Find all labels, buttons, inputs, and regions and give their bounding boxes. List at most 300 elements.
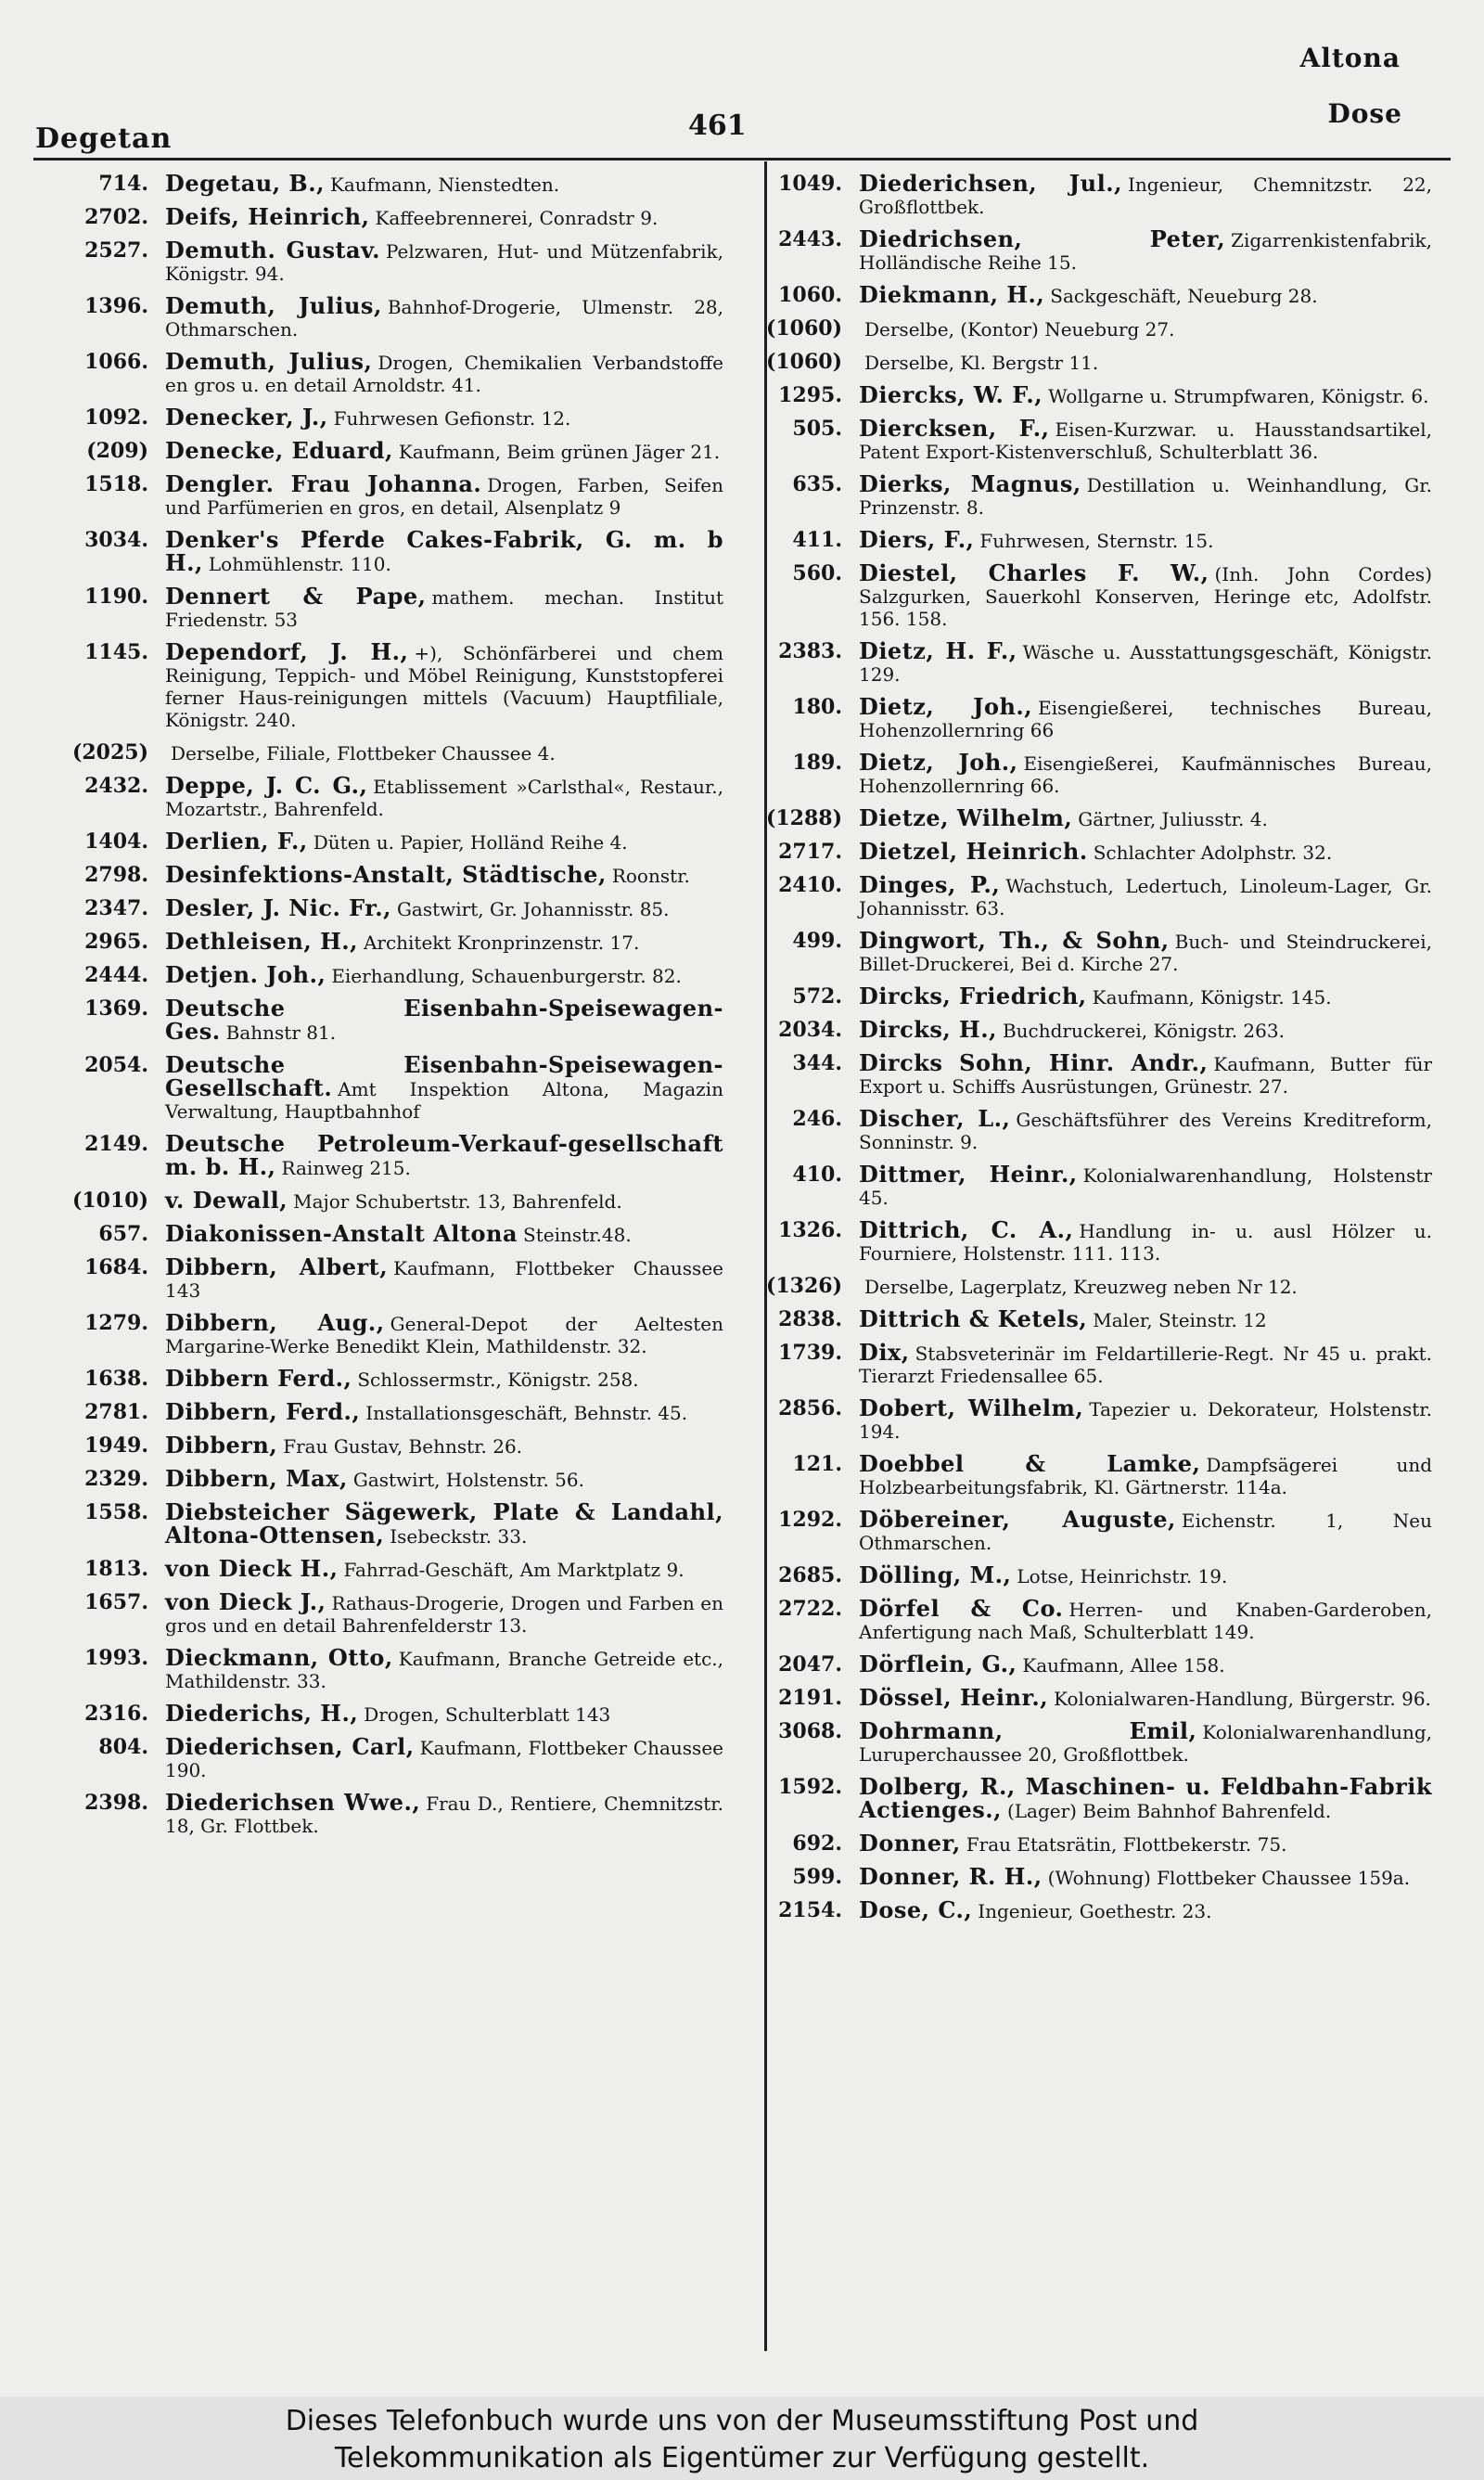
- entry-details: Derselbe, Kl. Bergstr 11.: [864, 352, 1099, 374]
- phone-number: 411.: [792, 528, 842, 552]
- entry-name: Donner, R. H.,: [859, 1863, 1043, 1890]
- footer-line-1: Dieses Telefonbuch wurde uns von der Museumsstiftung Post und: [285, 2405, 1199, 2437]
- phone-number: 1739.: [778, 1341, 842, 1365]
- phone-number: 1592.: [778, 1775, 842, 1799]
- entry-details: Geschäftsführer des Vereins Kreditreform, Sonninstr. 9.: [859, 1109, 1432, 1153]
- directory-entry: [753, 470, 1432, 519]
- entry-details: Dampfsägerei und Holzbearbeitungsfabrik, Kl. Gärtnerstr. 114a.: [859, 1454, 1432, 1498]
- entry-text: [165, 1434, 723, 1458]
- phone-number: 246.: [792, 1107, 842, 1131]
- entry-name: Dössel, Heinr.,: [859, 1684, 1049, 1711]
- entry-details: (Inh. John Cordes) Salzgurken, Sauerkohl Konserven, Heringe etc, Adolfstr. 156. 158.: [859, 563, 1432, 630]
- entry-text: [859, 1049, 1432, 1098]
- entry-details: Fahrrad-Geschäft, Am Marktplatz 9.: [343, 1559, 684, 1581]
- directory-entry: [753, 1163, 1432, 1209]
- entry-name: Dix,: [859, 1339, 910, 1366]
- entry-name: Deutsche Petroleum-Verkauf-gesellschaft m. b. H.,: [165, 1130, 723, 1180]
- entry-name: Dölling, M.,: [859, 1561, 1012, 1588]
- phone-number: (209): [86, 439, 148, 463]
- entry-name: Dietz, Joh.,: [859, 693, 1033, 720]
- entry-details: Gastwirt, Holstenstr. 56.: [352, 1469, 584, 1491]
- entry-details: Handlung in- u. ausl Hölzer u. Fourniere, Holstenstr. 111. 113.: [859, 1220, 1432, 1265]
- phone-number: (2025): [71, 740, 148, 765]
- entry-name: Dittrich, C. A.,: [859, 1216, 1074, 1243]
- directory-entry: [753, 1561, 1432, 1588]
- entry-name: Dircks, Friedrich,: [859, 983, 1087, 1009]
- directory-entry: [37, 1253, 723, 1302]
- entry-details: Isebeckstr. 33.: [390, 1525, 528, 1548]
- directory-entry: [37, 348, 723, 396]
- entry-details: Zigarrenkistenfabrik, Holländische Reihe 15.: [859, 229, 1432, 274]
- entry-text: [859, 1595, 1432, 1643]
- phone-number: 2702.: [84, 205, 148, 229]
- directory-entry: [37, 961, 723, 988]
- entry-text: [859, 871, 1432, 919]
- entry-details: Ingenieur, Chemnitzstr. 22, Großflottbek.: [859, 173, 1432, 218]
- directory-entry: [37, 1051, 723, 1123]
- entry-text: [165, 638, 723, 731]
- entry-details: Lotse, Heinrichstr. 19.: [1017, 1565, 1228, 1587]
- entry-name: v. Dewall,: [165, 1187, 288, 1214]
- directory-entry: [37, 638, 723, 731]
- phone-number: 1326.: [778, 1218, 842, 1242]
- phone-number: 410.: [792, 1163, 842, 1187]
- directory-entry: [753, 173, 1432, 218]
- entry-details: Kolonialwarenhandlung, Luruperchaussee 20, Großflottbek.: [859, 1721, 1432, 1766]
- entry-text: [859, 1275, 1432, 1298]
- entry-details: Rainweg 215.: [281, 1157, 411, 1179]
- header-last-entry: Dose: [1327, 98, 1402, 129]
- entry-name: Demuth, Julius,: [165, 348, 373, 375]
- phone-number: 3068.: [778, 1719, 842, 1743]
- phone-number: 1684.: [84, 1255, 148, 1279]
- entry-details: Bahnstr 81.: [225, 1022, 337, 1044]
- entry-name: Dose, C.,: [859, 1896, 973, 1923]
- entry-details: Roonstr.: [611, 865, 690, 887]
- directory-entry: [37, 1789, 723, 1837]
- phone-number: 1190.: [84, 585, 148, 609]
- entry-name: Dibbern Ferd.,: [165, 1365, 352, 1392]
- entry-details: Wachstuch, Ledertuch, Linoleum-Lager, Gr. Johannisstr. 63.: [859, 875, 1432, 919]
- entry-text: [165, 585, 723, 631]
- directory-entry: [37, 173, 723, 196]
- directory-entry: [753, 1717, 1432, 1766]
- directory-entry: [37, 830, 723, 854]
- entry-name: Diekmann, H.,: [859, 281, 1045, 308]
- entry-text: [859, 470, 1432, 519]
- directory-entry: [37, 894, 723, 921]
- entry-name: Dibbern, Ferd.,: [165, 1398, 361, 1425]
- entry-name: Dierks, Magnus,: [859, 470, 1081, 497]
- entry-text: [165, 1309, 723, 1357]
- entry-details: Frau D., Rentiere, Chemnitzstr. 18, Gr. Flottbek.: [165, 1793, 723, 1837]
- entry-details: Installationsgeschäft, Behnstr. 45.: [365, 1402, 688, 1424]
- entry-text: [165, 1789, 723, 1837]
- entry-text: [859, 1016, 1432, 1043]
- entry-text: [165, 203, 723, 230]
- page-number: 461: [688, 109, 747, 142]
- entry-name: Degetau, B.,: [165, 173, 325, 197]
- directory-entry: [37, 406, 723, 430]
- entry-text: [859, 225, 1432, 274]
- entry-details: Wäsche u. Ausstattungsgeschäft, Königstr. 129.: [859, 641, 1432, 686]
- phone-number: (1060): [765, 350, 842, 374]
- phone-number: 1813.: [84, 1557, 148, 1581]
- entry-details: Herren- und Knaben-Garderoben, Anfertigung nach Maß, Schulterblatt 149.: [859, 1599, 1432, 1643]
- entry-name: Dircks, H.,: [859, 1016, 997, 1043]
- entry-name: Demuth. Gustav.: [165, 237, 380, 263]
- entry-text: [165, 1189, 723, 1213]
- directory-entry: [753, 1506, 1432, 1554]
- phone-number: 1657.: [84, 1590, 148, 1614]
- entry-text: [859, 838, 1432, 865]
- directory-entry: [37, 861, 723, 888]
- directory-entry: [37, 1398, 723, 1425]
- entry-text: [165, 830, 723, 854]
- entry-text: [165, 861, 723, 888]
- entry-text: [165, 1700, 723, 1727]
- directory-entry: [37, 585, 723, 631]
- phone-number: 2047.: [778, 1652, 842, 1677]
- entry-details: Etablissement »Carlsthal«, Restaur., Mozartstr., Bahrenfeld.: [165, 776, 723, 820]
- directory-entry: [37, 928, 723, 955]
- phone-number: 189.: [792, 751, 842, 775]
- entry-name: Donner,: [859, 1830, 961, 1857]
- entry-text: [165, 239, 723, 285]
- entry-details: Destillation u. Weinhandlung, Gr. Prinzenstr. 8.: [859, 474, 1432, 519]
- entry-text: [859, 985, 1432, 1009]
- entry-details: Fuhrwesen Gefionstr. 12.: [333, 407, 571, 430]
- directory-entry: [753, 1684, 1432, 1711]
- entry-details: Kolonialwaren-Handlung, Bürgerstr. 96.: [1054, 1688, 1431, 1710]
- entry-details: Buchdruckerei, Königstr. 263.: [1002, 1020, 1285, 1042]
- entry-text: [165, 526, 723, 576]
- entry-details: Sackgeschäft, Neueburg 28.: [1050, 285, 1318, 307]
- entry-details: Rathaus-Drogerie, Drogen und Farben en gros und en detail Bahrenfelderstr 13.: [165, 1592, 723, 1637]
- entry-text: [165, 1398, 723, 1425]
- phone-number: 2034.: [778, 1018, 842, 1042]
- entry-text: [859, 1684, 1432, 1711]
- entry-name: Diedrichsen, Peter,: [859, 225, 1226, 252]
- phone-number: 657.: [98, 1222, 148, 1246]
- directory-entry: [37, 1434, 723, 1458]
- directory-entry: [753, 415, 1432, 463]
- entry-text: [165, 961, 723, 988]
- phone-number: 1949.: [84, 1433, 148, 1458]
- entry-name: von Dieck H.,: [165, 1555, 339, 1582]
- directory-entry: [753, 1216, 1432, 1265]
- entry-name: Deutsche Eisenbahn-Speisewagen-Gesellschaft.: [165, 1051, 723, 1101]
- directory-entry: [753, 985, 1432, 1009]
- entry-details: Kaffeebrennerei, Conradstr 9.: [375, 207, 659, 229]
- entry-details: Tapezier u. Dekorateur, Holstenstr. 194.: [859, 1398, 1432, 1443]
- phone-number: 2347.: [84, 896, 148, 920]
- entry-name: Diederichsen, Carl,: [165, 1733, 415, 1760]
- entry-details: Drogen, Schulterblatt 143: [364, 1703, 611, 1726]
- entry-details: Derselbe, Filiale, Flottbeker Chaussee 4.: [171, 742, 556, 765]
- entry-name: Doebbel & Lamke,: [859, 1450, 1201, 1477]
- entry-name: Diederichs, H.,: [165, 1700, 359, 1727]
- entry-name: Denecker, J.,: [165, 404, 328, 430]
- directory-entry: [37, 470, 723, 519]
- entry-name: Diestel, Charles F. W.,: [859, 559, 1209, 586]
- entry-name: Derlien, F.,: [165, 828, 308, 855]
- phone-number: 2798.: [84, 863, 148, 887]
- phone-number: 2316.: [84, 1702, 148, 1726]
- entry-text: [165, 1644, 723, 1692]
- entry-text: [165, 292, 723, 341]
- directory-entry: [753, 804, 1432, 831]
- entry-details: Drogen, Chemikalien Verbandstoffe en gros u. en detail Arnoldstr. 41.: [165, 352, 723, 396]
- entry-details: Architekt Kronprinzenstr. 17.: [363, 932, 640, 954]
- entry-name: Döbereiner, Auguste,: [859, 1506, 1176, 1533]
- phone-number: 1145.: [84, 640, 148, 664]
- phone-number: 2965.: [84, 930, 148, 954]
- entry-details: Kaufmann, Flottbeker Chaussee 190.: [165, 1737, 723, 1781]
- entry-details: Drogen, Farben, Seifen und Parfümerien en gros, en detail, Alsenplatz 9: [165, 474, 723, 519]
- entry-name: Dinges, P.,: [859, 871, 1001, 898]
- entry-name: Detjen. Joh.,: [165, 961, 326, 988]
- directory-entry: [37, 1588, 723, 1637]
- entry-details: Derselbe, Lagerplatz, Kreuzweg neben Nr 12.: [864, 1276, 1298, 1298]
- entry-name: Dibbern, Albert,: [165, 1253, 389, 1280]
- phone-number: 1558.: [84, 1500, 148, 1524]
- header-first-entry: Degetan: [35, 122, 173, 155]
- directory-entry: [753, 1105, 1432, 1153]
- phone-number: 1396.: [84, 294, 148, 318]
- entry-name: Deutsche Eisenbahn-Speisewagen-Ges.: [165, 995, 723, 1045]
- directory-entry: [753, 749, 1432, 797]
- entry-text: [165, 1253, 723, 1302]
- entry-name: Dethleisen, H.,: [165, 928, 358, 955]
- phone-number: 2383.: [778, 639, 842, 663]
- entry-text: [859, 1832, 1432, 1856]
- entry-text: [165, 1733, 723, 1781]
- phone-number: 1404.: [84, 829, 148, 854]
- phone-number: 1638.: [84, 1367, 148, 1391]
- entry-text: [165, 1220, 723, 1247]
- entry-text: [165, 437, 723, 464]
- entry-details: Gärtner, Juliusstr. 4.: [1078, 808, 1268, 830]
- entry-name: Desinfektions-Anstalt, Städtische,: [165, 861, 607, 888]
- phone-number: 714.: [98, 173, 148, 196]
- phone-number: (1060): [765, 316, 842, 341]
- entry-text: [859, 415, 1432, 463]
- phone-number: 2329.: [84, 1467, 148, 1491]
- phone-number: 180.: [792, 695, 842, 719]
- entry-details: Major Schubertstr. 13, Bahrenfeld.: [293, 1190, 622, 1213]
- directory-entry: [37, 1465, 723, 1492]
- entry-text: [165, 1588, 723, 1637]
- entry-details: Schlachter Adolphstr. 32.: [1093, 842, 1333, 864]
- directory-entry: [753, 1832, 1432, 1856]
- footer-line-2: Telekommunikation als Eigentümer zur Verfügung gestellt.: [334, 2442, 1150, 2474]
- directory-entry: [753, 1896, 1432, 1923]
- entry-text: [859, 927, 1432, 975]
- entry-name: Diebsteicher Sägewerk, Plate & Landahl, Altona-Ottensen,: [165, 1498, 723, 1548]
- entry-name: Dittmer, Heinr.,: [859, 1161, 1078, 1188]
- entry-text: [165, 1555, 723, 1582]
- entry-name: Dohrmann, Emil,: [859, 1717, 1197, 1744]
- entry-name: Dibbern, Max,: [165, 1465, 348, 1492]
- entry-name: Denker's Pferde Cakes-Fabrik, G. m. b H.,: [165, 526, 723, 576]
- directory-entry: [37, 1733, 723, 1781]
- entry-name: Dibbern,: [165, 1432, 278, 1458]
- entry-name: Dittrich & Ketels,: [859, 1305, 1088, 1332]
- entry-details: Ingenieur, Goethestr. 23.: [978, 1900, 1212, 1922]
- entry-name: Dolberg, R., Maschinen- u. Feldbahn-Fabrik Actienges.,: [859, 1773, 1432, 1823]
- phone-number: 635.: [792, 472, 842, 496]
- entry-text: [859, 381, 1432, 408]
- entry-details: Buch- und Steindruckerei, Billet-Druckerei, Bei d. Kirche 27.: [859, 931, 1432, 975]
- phone-number: 804.: [98, 1735, 148, 1759]
- directory-entry: [37, 437, 723, 464]
- directory-entry: [753, 281, 1432, 308]
- right-column: [753, 173, 1432, 2381]
- header-rule: [33, 158, 1451, 161]
- entry-name: Dependorf, J. H.,: [165, 638, 409, 665]
- entry-text: [859, 749, 1432, 797]
- directory-entry: [753, 1339, 1432, 1387]
- phone-number: 2527.: [84, 238, 148, 263]
- entry-name: Dennert & Pape,: [165, 583, 427, 610]
- entry-name: Deifs, Heinrich,: [165, 203, 370, 230]
- entry-text: [859, 1105, 1432, 1153]
- phone-number: 599.: [792, 1865, 842, 1889]
- phone-number: 2443.: [778, 227, 842, 251]
- entry-name: Diercks, W. F.,: [859, 381, 1043, 408]
- entry-details: Düten u. Papier, Holländ Reihe 4.: [313, 831, 628, 854]
- entry-details: Derselbe, (Kontor) Neueburg 27.: [864, 318, 1175, 341]
- entry-text: [859, 1561, 1432, 1588]
- entry-text: [859, 1773, 1432, 1823]
- directory-entry: [753, 1049, 1432, 1098]
- directory-entry: [753, 927, 1432, 975]
- directory-entry: [753, 871, 1432, 919]
- entry-details: General-Depot der Aeltesten Margarine-Werke Benedikt Klein, Mathildenstr. 32.: [165, 1313, 723, 1357]
- directory-entry: [37, 526, 723, 576]
- entry-details: Pelzwaren, Hut- und Mützenfabrik, Königstr. 94.: [165, 240, 723, 285]
- directory-entry: [37, 1220, 723, 1247]
- phone-number: 499.: [792, 929, 842, 953]
- entry-details: Eisen-Kurzwar. u. Hausstandsartikel, Patent Export-Kistenverschluß, Schulterblatt 36.: [859, 418, 1432, 463]
- phone-number: 572.: [792, 984, 842, 1009]
- phone-number: 2856.: [778, 1396, 842, 1420]
- entry-text: [165, 1051, 723, 1123]
- directory-entry: [753, 1773, 1432, 1823]
- entry-text: [165, 997, 723, 1044]
- phone-number: 2838.: [778, 1307, 842, 1331]
- entry-name: Dieckmann, Otto,: [165, 1644, 393, 1671]
- directory-entry: [753, 1305, 1432, 1332]
- entry-text: [165, 772, 723, 820]
- entry-name: Dietz, H. F.,: [859, 637, 1017, 664]
- entry-text: [859, 693, 1432, 741]
- entry-details: Eierhandlung, Schauenburgerstr. 82.: [331, 965, 682, 987]
- entry-details: Frau Gustav, Behnstr. 26.: [283, 1435, 523, 1458]
- directory-entry: [37, 997, 723, 1044]
- directory-entry: [753, 1394, 1432, 1443]
- phone-number: 2685.: [778, 1563, 842, 1587]
- entry-details: Schlossermstr., Königstr. 258.: [357, 1368, 639, 1391]
- entry-details: Kaufmann, Allee 158.: [1022, 1654, 1225, 1677]
- entry-details: Eisengießerei, technisches Bureau, Hohenzollernring 66: [859, 697, 1432, 741]
- directory-entry: [753, 351, 1432, 374]
- entry-name: Deppe, J. C. G.,: [165, 772, 368, 799]
- directory-entry: [37, 292, 723, 341]
- directory-entry: [753, 838, 1432, 865]
- entry-name: Desler, J. Nic. Fr.,: [165, 894, 391, 921]
- phone-number: 1066.: [84, 350, 148, 374]
- entry-details: Wollgarne u. Strumpfwaren, Königstr. 6.: [1048, 385, 1429, 407]
- phone-number: 505.: [792, 417, 842, 441]
- phone-number: 3034.: [84, 528, 148, 552]
- entry-details: (Lager) Beim Bahnhof Bahrenfeld.: [1006, 1800, 1332, 1822]
- entry-text: [859, 559, 1432, 630]
- entry-details: Frau Etatsrätin, Flottbekerstr. 75.: [966, 1833, 1287, 1856]
- phone-number: 344.: [792, 1051, 842, 1075]
- directory-entry: [753, 1450, 1432, 1498]
- entry-name: Diederichsen Wwe.,: [165, 1789, 421, 1816]
- phone-number: 121.: [792, 1452, 842, 1476]
- directory-entry: [753, 637, 1432, 686]
- entry-details: Fuhrwesen, Sternstr. 15.: [979, 530, 1214, 552]
- directory-entry: [753, 1016, 1432, 1043]
- entry-text: [859, 1394, 1432, 1443]
- entry-name: Dörfel & Co.: [859, 1595, 1064, 1622]
- entry-name: Demuth, Julius,: [165, 292, 382, 319]
- entry-details: +), Schönfärberei und chem Reinigung, Teppich- und Möbel Reinigung, Kunststopferei ferner Haus-reinigungen mittels (Vacuum) Hauptfiliale, Königstr. 240.: [165, 642, 723, 731]
- phone-number: (1288): [765, 806, 842, 830]
- entry-text: [165, 406, 723, 430]
- entry-text: [165, 470, 723, 519]
- entry-name: Dobert, Wilhelm,: [859, 1394, 1084, 1421]
- entry-text: [165, 348, 723, 396]
- entry-details: Bahnhof-Drogerie, Ulmenstr. 28, Othmarschen.: [165, 296, 723, 341]
- phone-number: 2410.: [778, 873, 842, 897]
- directory-entry: [753, 1595, 1432, 1643]
- directory-entry: [37, 741, 723, 765]
- entry-details: Steinstr.48.: [523, 1224, 632, 1246]
- entry-name: Dietz, Joh.,: [859, 749, 1018, 776]
- phone-number: 1092.: [84, 405, 148, 430]
- entry-text: [859, 351, 1432, 374]
- phone-number: 2717.: [778, 840, 842, 864]
- directory-entry: [37, 1309, 723, 1357]
- phone-number: 1993.: [84, 1646, 148, 1670]
- entry-name: Diers, F.,: [859, 526, 975, 553]
- entry-text: [165, 1465, 723, 1492]
- entry-name: Dörflein, G.,: [859, 1651, 1017, 1677]
- entry-text: [859, 1863, 1432, 1890]
- entry-text: [859, 317, 1432, 341]
- entry-details: Kaufmann, Königstr. 145.: [1092, 986, 1332, 1009]
- entry-name: Dengler. Frau Johanna.: [165, 470, 482, 497]
- entry-text: [859, 1305, 1432, 1332]
- directory-entry: [37, 1365, 723, 1392]
- entry-text: [859, 1653, 1432, 1677]
- phone-number: 1369.: [84, 996, 148, 1021]
- entry-details: mathem. mechan. Institut Friedenstr. 53: [165, 586, 723, 631]
- entry-text: [859, 1896, 1432, 1923]
- entry-details: (Wohnung) Flottbeker Chaussee 159a.: [1047, 1867, 1411, 1889]
- entry-name: Dircks Sohn, Hinr. Andr.,: [859, 1049, 1209, 1076]
- entry-details: Kaufmann, Branche Getreide etc., Mathildenstr. 33.: [165, 1648, 723, 1692]
- phone-number: (1010): [71, 1189, 148, 1213]
- phone-number: 1060.: [778, 283, 842, 307]
- directory-entry: [37, 772, 723, 820]
- phone-number: 2398.: [84, 1791, 148, 1815]
